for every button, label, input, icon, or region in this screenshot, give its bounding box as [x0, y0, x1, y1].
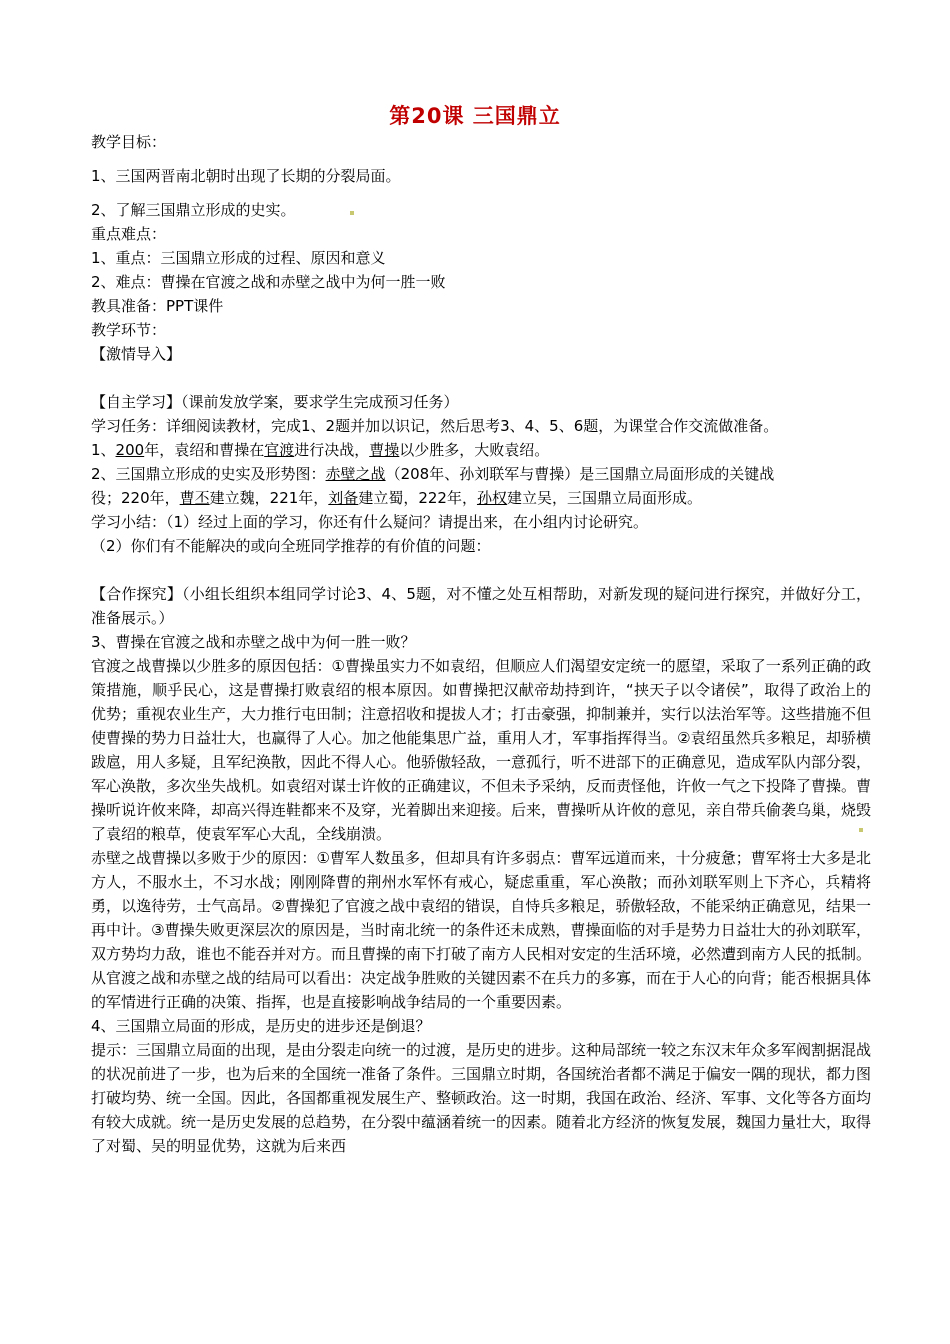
- q1-year: 200: [115, 441, 145, 459]
- q1-person: 曹操: [369, 441, 400, 459]
- goal-item-2: 2、了解三国鼎立形成的史实。: [91, 201, 296, 219]
- keys-heading: 重点难点：: [91, 225, 167, 243]
- self-study-task: 学习任务：详细阅读教材，完成1、2题并加以识记，然后思考3、4、5、6题，为课堂合作交流做准备。: [91, 417, 779, 435]
- tools-line: 教具准备：PPT课件: [91, 297, 224, 315]
- hint-paragraph: 提示：三国鼎立局面的出现，是由分裂走向统一的过渡，是历史的进步。这种局部统一较之东汉末年众多军阀割据混战的状况前进了一步，也为后来的全国统一准备了条件。三国鼎立时期，各国统治者都不满足于偏安一隅的现状，都力图打破均势、统一全国。因此，各国都重视发展生产、整顿政治。这一时期，我国在政治、经济、军事、文化等各方面均有较大成就。统一是历史发展的总趋势，在分裂中蕴涵着统一的因素。随着北方经济的恢复发展，魏国力量壮大，取得了对蜀、吴的明显优势，这就为后来西: [91, 1041, 872, 1155]
- q2-cao: 曹丕: [179, 489, 210, 507]
- self-study-heading: 【自主学习】（课前发放学案，要求学生完成预习任务）: [91, 393, 459, 411]
- q2-liu: 刘备: [328, 489, 359, 507]
- q2-battle: 赤壁之战: [325, 465, 386, 483]
- q1-text-2: 进行决战，: [294, 441, 370, 459]
- lesson-title: 第20课 三国鼎立: [389, 104, 561, 128]
- document-body: [91, 130, 871, 1158]
- key-item-2: 2、难点：曹操在官渡之战和赤壁之战中为何一胜一败: [91, 273, 446, 291]
- summary-1: 学习小结：（1）经过上面的学习，你还有什么疑问？请提出来，在小组内讨论研究。: [91, 513, 649, 531]
- q2-text-3: 役；220年，: [91, 489, 180, 507]
- speck-mark: [350, 211, 354, 215]
- q2-text-2: （208年、孙刘联军与曹操）是三国鼎立局面形成的关键战: [385, 465, 775, 483]
- summary-2: （2）你们有不能解决的或向全班同学推荐的有价值的问题：: [91, 537, 491, 555]
- guandu-paragraph: 官渡之战曹操以少胜多的原因包括：①曹操虽实力不如袁绍，但顺应人们渴望安定统一的愿望，采取了一系列正确的政策措施，顺乎民心，这是曹操打败袁绍的根本原因。如曹操把汉献帝劫持到许，“挟天子以令诸侯”，取得了政治上的优势；重视农业生产，大力推行屯田制；注意招收和提拔人才；打击豪强，抑制兼并，实行以法治军等。这些措施不但使曹操的势力日益壮大，也赢得了人心。加之他能集思广益，重用人才，军事指挥得当。②袁绍虽然兵多粮足，却骄横跋扈，用人多疑，且军纪涣散，因此不得人心。他骄傲轻敌，一意孤行，听不进部下的正确意见，造成军队内部分裂，军心涣散，多次坐失战机。如袁绍对谋士许攸的正确建议，不但未予采纳，反而责怪他，许攸一气之下投降了曹操。曹操听说许攸来降，却高兴得连鞋都来不及穿，光着脚出来迎接。后来，曹操听从许攸的意见，亲自带兵偷袭乌巢，烧毁了袁绍的粮草，使袁军军心大乱，全线崩溃。: [91, 657, 872, 843]
- q2-text-4: 建立魏，221年，: [209, 489, 329, 507]
- conclusion-paragraph: 从官渡之战和赤壁之战的结局可以看出：决定战争胜败的关键因素不在兵力的多寡，而在于人心的向背；能否根据具体的军情进行正确的决策、指挥，也是直接影响战争结局的一个重要因素。: [91, 969, 872, 1011]
- intro-heading: 【激情导入】: [91, 345, 182, 363]
- self-study-q2-line-1: [91, 462, 871, 486]
- q2-text-1: 2、三国鼎立形成的史实及形势图：: [91, 465, 326, 483]
- q2-text-5: 建立蜀，222年，: [358, 489, 477, 507]
- coop-q4: 4、三国鼎立局面的形成，是历史的进步还是倒退？: [91, 1017, 431, 1035]
- self-study-q2-line-2: [91, 486, 871, 510]
- key-item-1: 1、重点：三国鼎立形成的过程、原因和意义: [91, 249, 386, 267]
- q1-text-1: 年，袁绍和曹操在: [144, 441, 265, 459]
- q1-prefix: 1、: [91, 441, 116, 459]
- speck-mark: [859, 828, 863, 832]
- steps-line: 教学环节：: [91, 321, 167, 339]
- q2-sun: 孙权: [476, 489, 507, 507]
- q1-place: 官渡: [264, 441, 295, 459]
- q1-text-3: 以少胜多，大败袁绍。: [399, 441, 550, 459]
- goals-heading: 教学目标：: [91, 133, 167, 151]
- coop-q3: 3、曹操在官渡之战和赤壁之战中为何一胜一败？: [91, 633, 416, 651]
- coop-heading: 【合作探究】（小组长组织本组同学讨论3、4、5题，对不懂之处互相帮助，对新发现的疑问进行探究，并做好分工，准备展示。）: [91, 585, 871, 627]
- chibi-paragraph: 赤壁之战曹操以多败于少的原因：①曹军人数虽多，但却具有许多弱点：曹军远道而来，十分疲惫；曹军将士大多是北方人，不服水土，不习水战；刚刚降曹的荆州水军怀有戒心，疑虑重重，军心涣散；而孙刘联军则上下齐心，兵精将勇，以逸待劳，士气高昂。②曹操犯了官渡之战中袁绍的错误，自恃兵多粮足，骄傲轻敌，不能采纳正确意见，结果一再中计。③曹操失败更深层次的原因是，当时南北统一的条件还未成熟，曹操面临的对手是势力日益壮大的孙刘联军，双方势均力敌，谁也不能吞并对方。而且曹操的南下打破了南方人民相对安定的生活环境，必然遭到南方人民的抵制。: [91, 849, 872, 963]
- goal-item-1: 1、三国两晋南北朝时出现了长期的分裂局面。: [91, 167, 401, 185]
- q2-text-6: 建立吴，三国鼎立局面形成。: [506, 489, 702, 507]
- self-study-q1: [91, 438, 871, 462]
